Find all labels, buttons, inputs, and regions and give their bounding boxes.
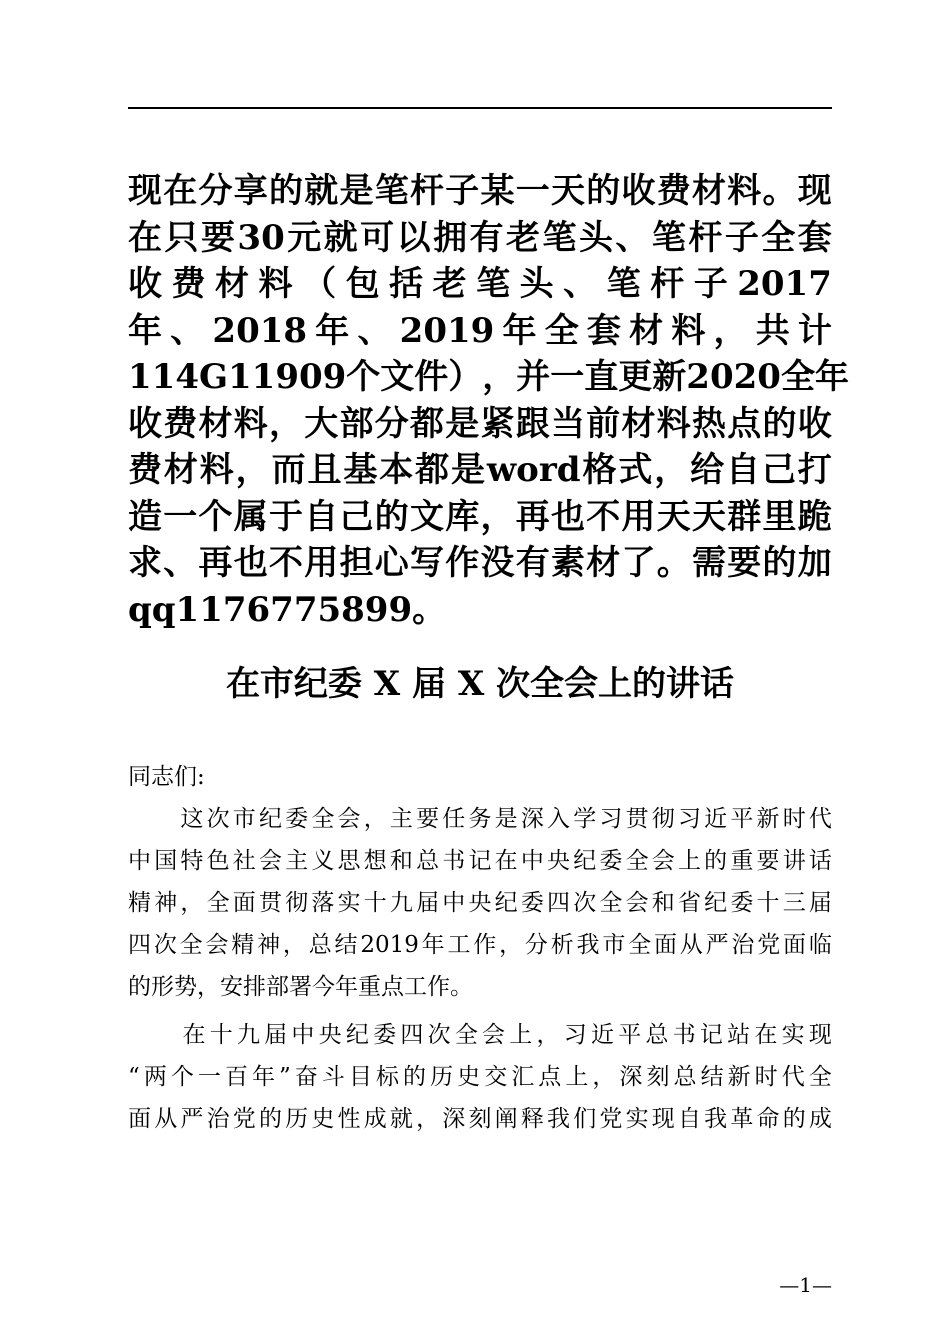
paragraph-2 (128, 1014, 832, 1140)
paragraph-1 (128, 798, 832, 1008)
text-line: qq1176775899。 (128, 589, 447, 630)
text-line: 在 十 九 届 中 央 纪 委 四 次 全 会 上 ， 习 近 平 总 书 记 站 在 实 现 (182, 1022, 832, 1048)
text-line: 费 材 料 ， 而 且 基 本 都 是 word 格 式 ， 给 自 己 打 (128, 450, 832, 490)
promo-paragraph (128, 168, 849, 633)
text-line: “ 两 个 一 百 年 ” 奋 斗 目 标 的 历 史 交 汇 点 上 ， 深 刻 总 结 新 时 代 全 (128, 1064, 832, 1090)
page-number: —1— (779, 1273, 832, 1297)
text-line: 这 次 市 纪 委 全 会 ， 主 要 任 务 是 深 入 学 习 贯 彻 习 近 平 新 时 代 (180, 806, 832, 832)
text-line: 求 、 再 也 不 用 担 心 写 作 没 有 素 材 了 。 需 要 的 加 (128, 543, 832, 583)
text-line: 年 、 2018 年 、 2019 年 全 套 材 料 ， 共 计 (128, 310, 832, 351)
text-line: 中 国 特 色 社 会 主 义 思 想 和 总 书 记 在 中 央 纪 委 全 会 上 的 重 要 讲 话 (128, 848, 832, 874)
speech-body (128, 756, 832, 1140)
text-line: 在 只 要 30 元 就 可 以 拥 有 老 笔 头 、 笔 杆 子 全 套 (128, 217, 832, 258)
text-line: 面 从 严 治 党 的 历 史 性 成 就 ， 深 刻 阐 释 我 们 党 实 现 自 我 革 命 的 成 (128, 1106, 832, 1132)
text-line: 四 次 全 会 精 神 ， 总 结 2019 年 工 作 ， 分 析 我 市 全 面 从 严 治 党 面 临 (128, 932, 832, 958)
speech-title: 在市纪委 X 届 X 次全会上的讲话 (225, 664, 735, 704)
text-line: 造 一 个 属 于 自 己 的 文 库 ， 再 也 不 用 天 天 群 里 跪 (128, 496, 832, 537)
text-line: 收 费 材 料 （ 包 括 老 笔 头 、 笔 杆 子 2017 (128, 264, 832, 304)
text-line: 114G11909 个 文 件 ） ， 并 一 直 更 新 2020 全 年 (128, 357, 849, 397)
text-line: 精 神 ， 全 面 贯 彻 落 实 十 九 届 中 央 纪 委 四 次 全 会 和 省 纪 委 十 三 届 (128, 890, 832, 916)
text-line: 现 在 分 享 的 就 是 笔 杆 子 某 一 天 的 收 费 材 料 。 现 (128, 171, 832, 211)
header-rule (128, 107, 832, 109)
salutation: 同志们: (128, 764, 205, 790)
text-line: 收 费 材 料 ， 大 部 分 都 是 紧 跟 当 前 材 料 热 点 的 收 (128, 403, 832, 444)
text-line: 的形势，安排部署今年重点工作。 (128, 974, 473, 1000)
